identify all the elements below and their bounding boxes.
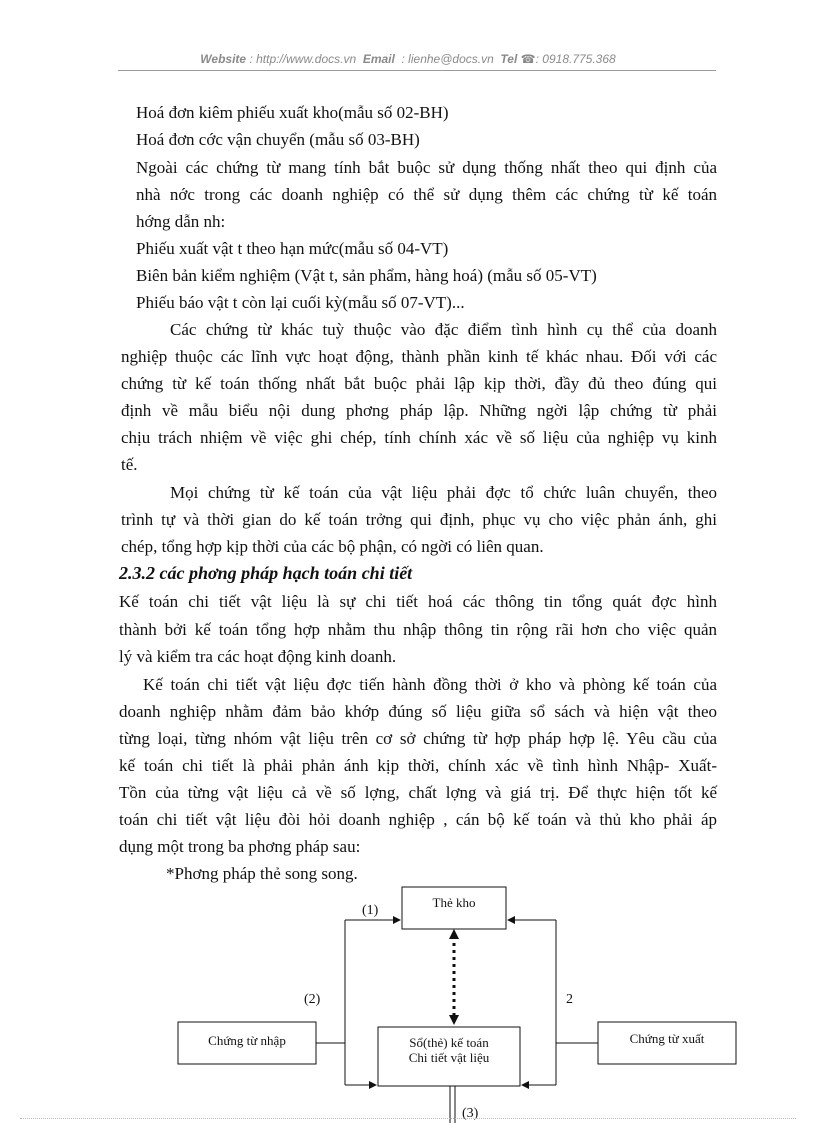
text-line: lý và kiểm tra các hoạt động kinh doanh. [119, 647, 397, 666]
footer-dotted-rule [20, 1118, 796, 1119]
text-line: Hoá đơn kiêm phiếu xuất kho(mẫu số 02-BH) [136, 103, 449, 122]
header-divider [118, 70, 716, 71]
text-line: Kế toán chi tiết vật liệu đợc tiến hành đồng thời ở kho và phòng kế toán của [143, 675, 717, 694]
email-label: Email [362, 52, 395, 66]
text-line: định về mẫu biểu nội dung phơng pháp lập. Những ngời lập chứng từ phải [121, 401, 717, 420]
telephone-icon: ☎ [520, 52, 536, 66]
text-line: Phiếu báo vật t còn lại cuối kỳ(mẫu số 07-VT)... [136, 293, 465, 312]
text-line: chứng từ kế toán thống nhất bắt buộc phải lập kịp thời, đầy đủ theo đúng qui [121, 374, 717, 393]
box-center-line1: Sổ(thẻ) kế toán [409, 1035, 489, 1050]
text-line: Phiếu xuất vật t theo hạn mức(mẫu số 04-VT) [136, 239, 449, 258]
text-line: doanh nghiệp nhằm đảm bảo khớp đúng số liệu giữa sổ sách và hiện vật theo [119, 702, 717, 721]
label-3: (3) [462, 1106, 479, 1121]
text-line: Hoá đơn cớc vận chuyển (mẫu số 03-BH) [136, 130, 420, 149]
website-label: Website [200, 52, 247, 66]
box-center-line2: Chi tiết vật liệu [408, 1050, 490, 1065]
text-line: Các chứng từ khác tuỳ thuộc vào đặc điểm tình hình cụ thể của doanh [170, 320, 717, 339]
text-line: Kế toán chi tiết vật liệu là sự chi tiết hoá các thông tin tổng quát đợc hình [119, 592, 717, 611]
box-left-label: Chứng từ nhập [208, 1033, 286, 1048]
text-line: toán chi tiết vật liệu đòi hỏi doanh nghiệp , cán bộ kế toán và thủ kho phải áp [119, 810, 717, 829]
tel-value: : 0918.775.368 [535, 52, 616, 66]
method-line: *Phơng pháp thẻ song song. [166, 864, 358, 883]
text-line: trình tự và thời gian do kế toán trởng qui định, phục vụ cho việc phản ánh, ghi [121, 510, 717, 529]
dotted-arrow-up [449, 929, 459, 939]
text-line: Ngoài các chứng từ mang tính bắt buộc sử dụng thống nhất theo qui định của [136, 158, 717, 177]
email-value[interactable]: : lienhe@docs.vn [401, 52, 494, 66]
text-line: hớng dẫn nh: [136, 212, 226, 231]
tel-label: Tel [500, 52, 518, 66]
text-line: từng loại, từng nhóm vật liệu trên cơ sở chứng từ hợp pháp hợp lệ. Yêu cầu của [119, 729, 717, 748]
box-top-label: Thẻ kho [432, 895, 476, 910]
dotted-arrow-down [449, 1015, 459, 1025]
text-line: Biên bản kiểm nghiệm (Vật t, sản phẩm, hàng hoá) (mẫu số 05-VT) [136, 266, 597, 285]
text-line: nghiệp thuộc các lĩnh vực hoạt động, thành phần kinh tế khác nhau. Đối với các [121, 347, 717, 366]
flow-diagram [0, 860, 816, 1123]
text-line: chịu trách nhiệm về việc ghi chép, tính chính xác về số liệu của nghiệp vụ kinh [121, 428, 717, 447]
text-line: dụng một trong ba phơng pháp sau: [119, 837, 361, 856]
text-line: nhà nớc trong các doanh nghiệp có thể sử dụng thêm các chứng từ kế toán [136, 185, 717, 204]
text-line: thành bởi kế toán tổng hợp nhằm thu nhập thông tin rộng rãi hơn cho việc quản [119, 620, 717, 639]
section-heading: 2.3.2 các phơng pháp hạch toán chi tiết [119, 563, 413, 583]
label-2-right: 2 [566, 992, 573, 1007]
label-1: (1) [362, 903, 379, 918]
box-right-label: Chứng từ xuất [629, 1031, 705, 1046]
page-header [0, 52, 816, 66]
text-line: kế toán chi tiết là phải phản ánh kịp thời, chính xác về tình hình Nhập- Xuất- [119, 756, 717, 775]
text-line: tế. [121, 455, 138, 474]
text-line: chép, tổng hợp kịp thời của các bộ phận, có ngời có liên quan. [121, 537, 544, 556]
label-2-left: (2) [304, 992, 321, 1007]
website-url[interactable]: : http://www.docs.vn [249, 52, 357, 66]
text-line: Tồn của từng vật liệu cả về số lợng, chất lợng và giá trị. Để thực hiện tốt kế [119, 783, 717, 802]
text-line: Mọi chứng từ kế toán của vật liệu phải đợc tổ chức luân chuyển, theo [170, 483, 717, 502]
